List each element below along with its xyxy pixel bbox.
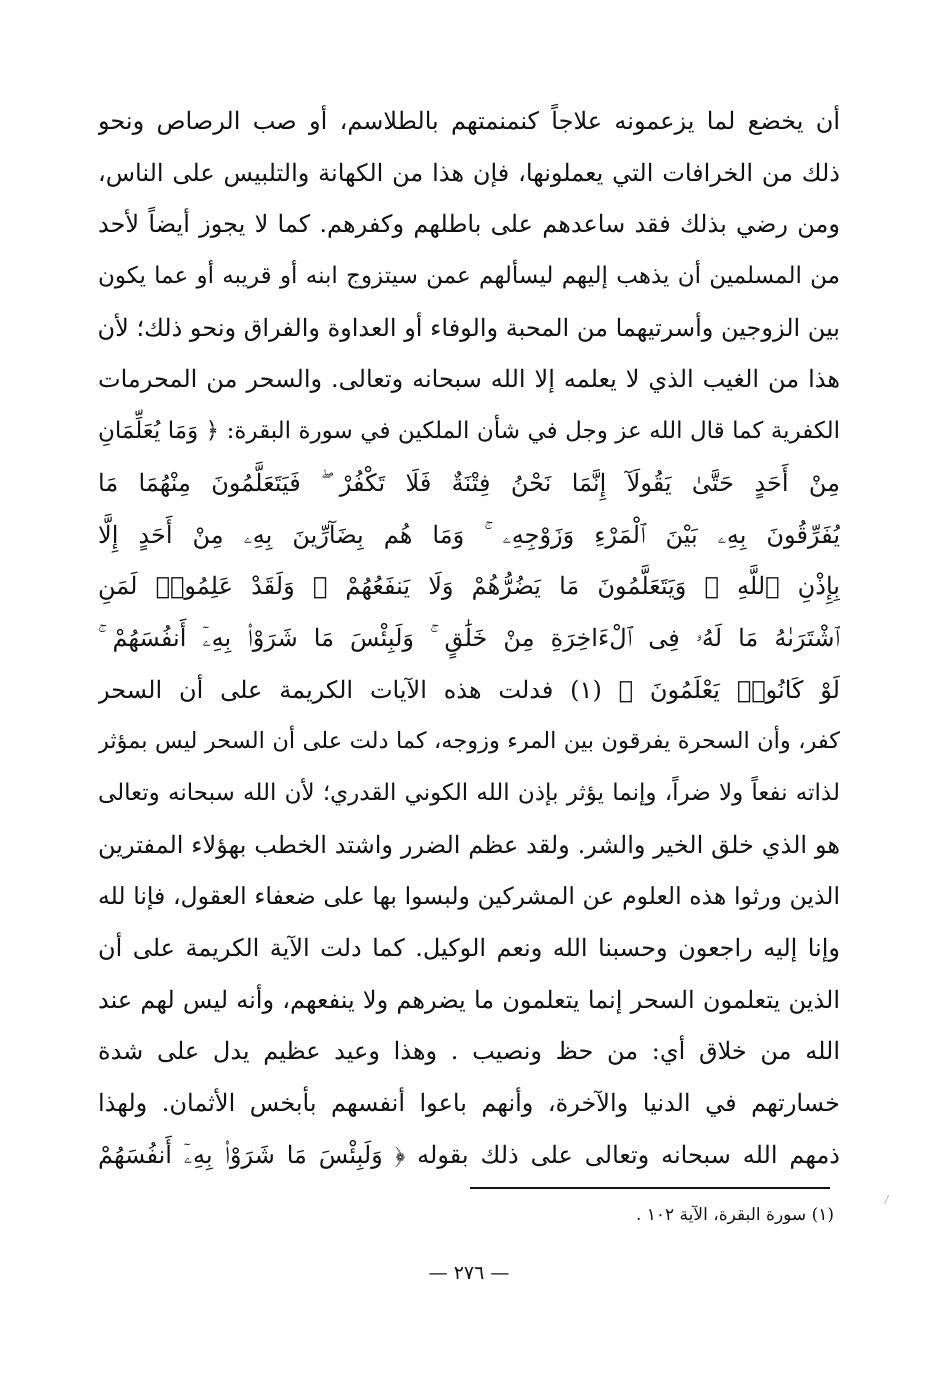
text-line: هذا من الغيب الذي لا يعلمه إلا الله سبحانه وتعالى. والسحر من المحرمات bbox=[98, 365, 840, 394]
text-line: الكفرية كما قال الله عز وجل في شأن الملكين في سورة البقرة: ﴿ وَمَا يُعَلِّمَانِ bbox=[98, 418, 840, 445]
text-line: لَوْ كَانُوا۟ يَعْلَمُونَ ﴾ (١) فدلت هذه الآيات الكريمة على أن السحر bbox=[98, 675, 840, 704]
text-line: ذمهم الله سبحانه وتعالى على ذلك بقوله ﴿ وَلَبِئْسَ مَا شَرَوْا۟ بِهِۦٓ أَنفُسَهُمْ bbox=[98, 1140, 840, 1169]
quran-verse-line: يُفَرِّقُونَ بِهِۦ بَيْنَ ٱلْمَرْءِ وَزَوْجِهِۦ ۚ وَمَا هُم بِضَآرِّينَ بِهِۦ مِنْ أَحَدٍ إِلَّا bbox=[98, 520, 840, 549]
text-line: الذين ورثوا هذه العلوم عن المشركين ولبسوا بها على ضعفاء العقول، فإنا لله bbox=[98, 882, 840, 911]
footnote-separator bbox=[470, 1187, 830, 1189]
text-line: وإنا إليه راجعون وحسبنا الله ونعم الوكيل. كما دلت الآية الكريمة على أن bbox=[98, 934, 840, 962]
scan-mark bbox=[884, 1195, 892, 1206]
body-text bbox=[98, 96, 840, 1181]
quran-verse-line: مِنْ أَحَدٍ حَتَّىٰ يَقُولَآ إِنَّمَا نَحْنُ فِتْنَةٌ فَلَا تَكْفُرْ ۖ فَيَتَعَلَّمُونَ مِنْهُمَا مَا bbox=[98, 468, 840, 497]
text-line: ذلك من الخرافات التي يعملونها، فإن هذا من الكهانة والتلبيس على الناس، bbox=[98, 158, 840, 187]
text-line: هو الذي خلق الخير والشر. ولقد عظم الضرر واشتد الخطب بهؤلاء المفترين bbox=[98, 830, 840, 859]
text-line: بين الزوجين وأسرتيهما من المحبة والوفاء أو العداوة والفراق ونحو ذلك؛ لأن bbox=[98, 313, 840, 342]
quran-verse-line: ٱشْتَرَىٰهُ مَا لَهُۥ فِى ٱلْءَاخِرَةِ مِنْ خَلَٰقٍ ۚ وَلَبِئْسَ مَا شَرَوْا۟ بِهِۦٓ أَنفُسَهُمْ ۚ bbox=[98, 623, 840, 652]
page-number: — ٢٧٦ — bbox=[428, 1262, 510, 1284]
text-line: ومن رضي بذلك فقد ساعدهم على باطلهم وكفرهم. كما لا يجوز أيضاً لأحد bbox=[98, 210, 840, 239]
text-line: الله من خلاق أي: من حظ ونصيب . وهذا وعيد عظيم يدل على شدة bbox=[98, 1037, 840, 1066]
footnote: (١) سورة البقرة، الآية ١٠٢ . bbox=[635, 1205, 834, 1225]
text-line: الذين يتعلمون السحر إنما يتعلمون ما يضرهم ولا ينفعهم، وأنه ليس لهم عند bbox=[98, 985, 840, 1014]
text-line: خسارتهم في الدنيا والآخرة، وأنهم باعوا أنفسهم بأبخس الأثمان. ولهذا bbox=[98, 1089, 840, 1118]
text-line: كفر، وأن السحرة يفرقون بين المرء وزوجه، كما دلت على أن السحر ليس بمؤثر bbox=[98, 728, 840, 755]
text-line: من المسلمين أن يذهب إليهم ليسألهم عمن سيتزوج ابنه أو قريبه أو عما يكون bbox=[98, 263, 840, 290]
quran-verse-line: بِإِذْنِ ٱللَّهِ ۚ وَيَتَعَلَّمُونَ مَا يَضُرُّهُمْ وَلَا يَنفَعُهُمْ ۚ وَلَقَدْ عَلِمُوا۟ لَمَنِ bbox=[98, 572, 840, 601]
text-line: لذاته نفعاً ولا ضراً، وإنما يؤثر بإذن الله الكوني القدري؛ لأن الله سبحانه وتعالى bbox=[98, 779, 840, 806]
text-line: أن يخضع لما يزعمونه علاجاً كنمنمتهم بالطلاسم، أو صب الرصاص ونحو bbox=[98, 107, 840, 135]
